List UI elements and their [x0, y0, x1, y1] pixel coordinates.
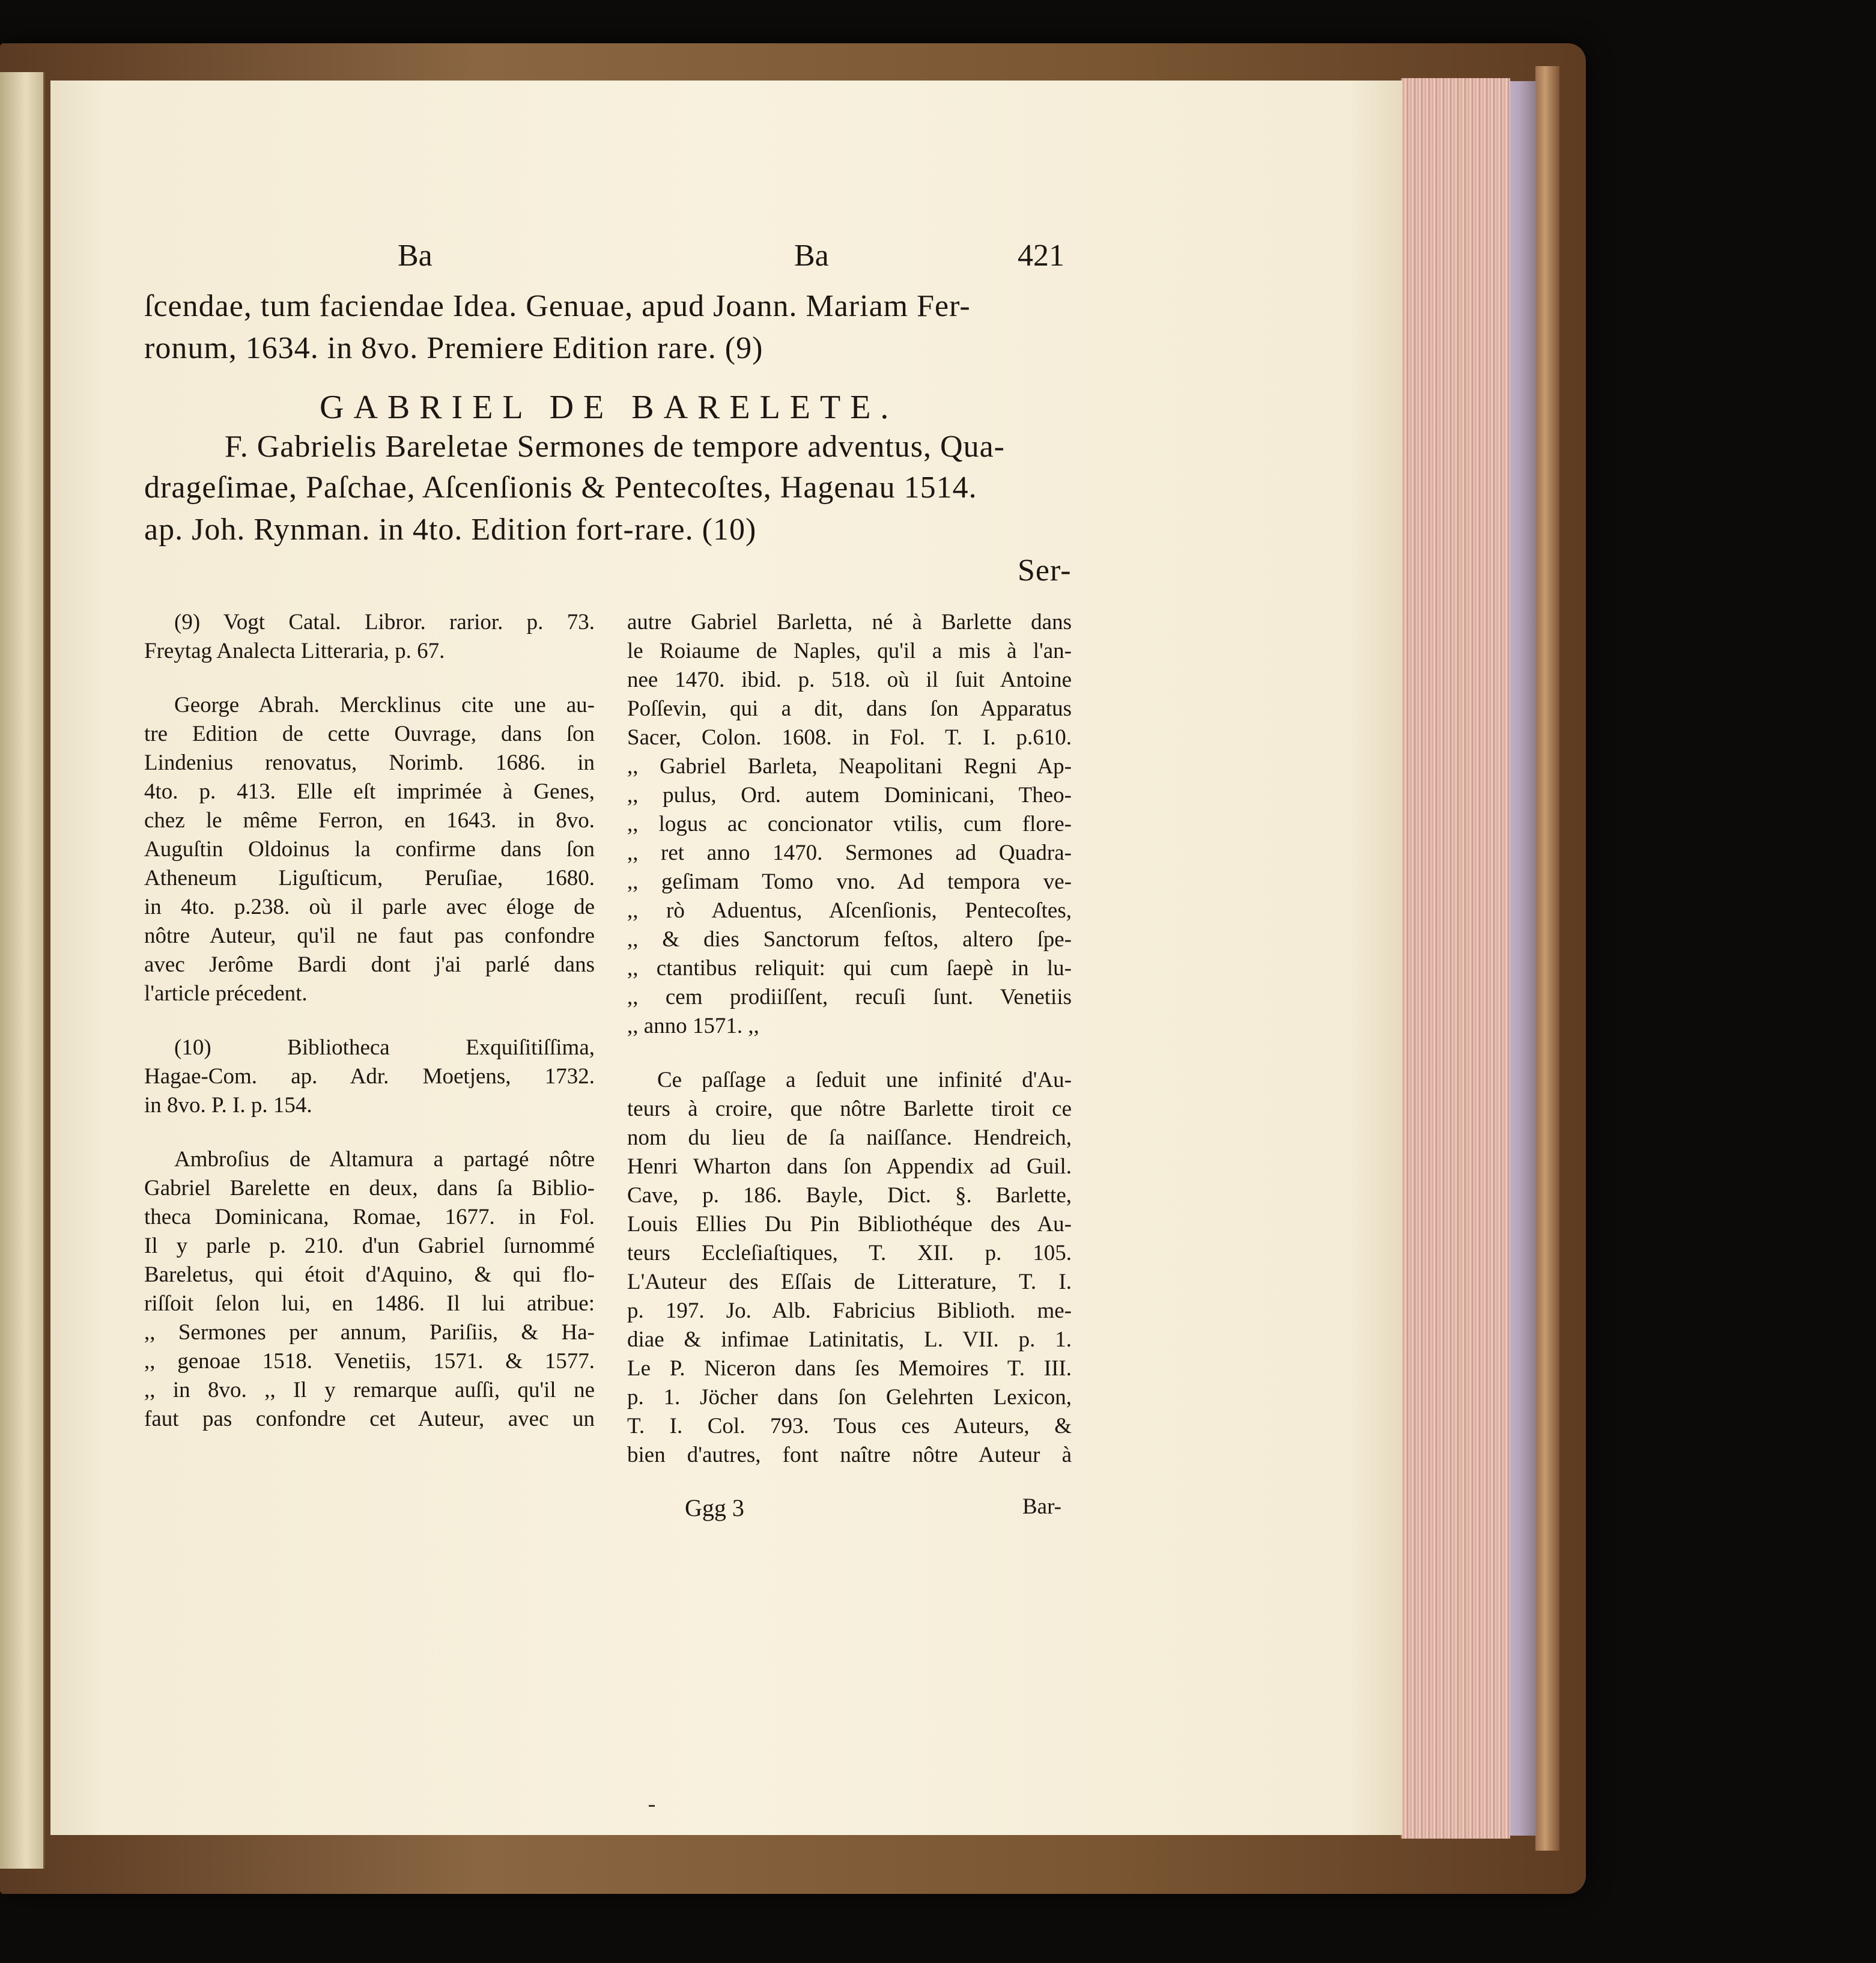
page-edges-speckled	[1401, 78, 1510, 1839]
catchword-top: Ser-	[1018, 553, 1072, 588]
right-column	[627, 608, 1072, 1495]
running-head-center: Ba	[794, 239, 829, 273]
paragraph-ambrosius: Ambroſius de Altamura a partagé nôtre Gabriel Barelette en deux, dans ſa Biblio- theca Dominicana, Romae, 1677. in Fol. Il y parle p. 210. d'un Gabriel ſurnommé Bareletus, qui étoit d'Aquino, & qui flo- riſſoit ſelon lui, en 1486. Il lui atribue: ,, Sermones per annum, Pariſiis, & Ha- ,, genoae 1518. Venetiis, 1571. & 1577. ,, in 8vo. ,, Il y remarque auſſi, qu'il ne faut pas confondre cet Auteur, avec un	[144, 1147, 595, 1431]
page-number: 421	[1018, 239, 1064, 273]
left-column	[144, 608, 595, 1459]
main-line-6: ap. Joh. Rynman. in 4to. Edition fort-rare. (10)	[144, 513, 757, 547]
catchword-bottom: Bar-	[1022, 1494, 1062, 1519]
main-line-5: drageſimae, Paſchae, Aſcenſionis & Pentecoſtes, Hagenau 1514.	[144, 470, 977, 505]
paragraph-mercklinus: George Abrah. Mercklinus cite une au- tre Edition de cette Ouvrage, dans ſon Lindenius renovatus, Norimb. 1686. in 4to. p. 413. Elle eſt imprimée à Genes, chez le même Ferron, en 1643. in 8vo. Auguſtin Oldoinus la confirme dans ſon Atheneum Liguſticum, Peruſiae, 1680. in 4to. p.238. où il parle avec éloge de nôtre Auteur, qu'il ne faut pas confondre avec Jerôme Bardi dont j'ai parlé dans l'article précedent.	[144, 693, 595, 1006]
paragraph-passage: Ce paſſage a ſeduit une infinité d'Au- teurs à croire, que nôtre Barlette tiroit ce nom du lieu de ſa naiſſance. Hendreich, Henri Wharton dans ſon Appendix ad Guil. Cave, p. 186. Bayle, Dict. §. Barlette, Louis Ellies Du Pin Bibliothéque des Au- teurs Eccleſiaſtiques, T. XII. p. 105. L'Auteur des Eſſais de Litterature, T. I. p. 197. Jo. Alb. Fabricius Biblioth. me- diae & infimae Latinitatis, L. VII. p. 1. Le P. Niceron dans ſes Memoires T. III. p. 1. Jöcher dans ſon Gelehrten Lexicon, T. I. Col. 793. Tous ces Auteurs, & bien d'autres, font naître nôtre Auteur à	[627, 1068, 1072, 1467]
running-head-left: Ba	[398, 239, 433, 273]
facing-page-edge	[0, 72, 45, 1869]
cover-edge	[1535, 66, 1559, 1851]
book-page	[50, 81, 1402, 1835]
main-line-1: ſcendae, tum faciendae Idea. Genuae, apud Joann. Mariam Fer-	[144, 289, 971, 323]
entry-heading: GABRIEL DE BARELETE.	[320, 389, 899, 426]
paragraph-barletta: autre Gabriel Barletta, né à Barlette dans le Roiaume de Naples, qu'il a mis à l'an- nee 1470. ibid. p. 518. où il ſuit Antoine Poſſevin, qui a dit, dans ſon Apparatus Sacer, Colon. 1608. in Fol. T. I. p.610. ,, Gabriel Barleta, Neapolitani Regni Ap- ,, pulus, Ord. autem Dominicani, Theo- ,, logus ac concionator vtilis, cum flore- ,, ret anno 1470. Sermones ad Quadra- ,, geſimam Tomo vno. Ad tempora ve- ,, rò Aduentus, Aſcenſionis, Pentecoſtes, ,, & dies Sanctorum feſtos, altero ſpe- ,, ctantibus reliquit: qui cum ſaepè in lu- ,, cem prodiiſſent, recuſi ſunt. Venetiis ,, anno 1571. ,,	[627, 610, 1072, 1038]
footnote-9: (9) Vogt Catal. Libror. rarior. p. 73. Freytag Analecta Litteraria, p. 67.	[144, 610, 595, 663]
main-line-4: F. Gabrielis Bareletae Sermones de tempore adventus, Qua-	[225, 430, 1005, 464]
footnote-10: (10) Bibliotheca Exquiſitiſſima, Hagae-Com. ap. Adr. Moetjens, 1732. in 8vo. P. I. p. 154.	[144, 1035, 595, 1118]
stray-mark	[649, 1805, 655, 1807]
main-line-2: ronum, 1634. in 8vo. Premiere Edition rare. (9)	[144, 331, 763, 365]
signature-mark: Ggg 3	[685, 1494, 744, 1521]
